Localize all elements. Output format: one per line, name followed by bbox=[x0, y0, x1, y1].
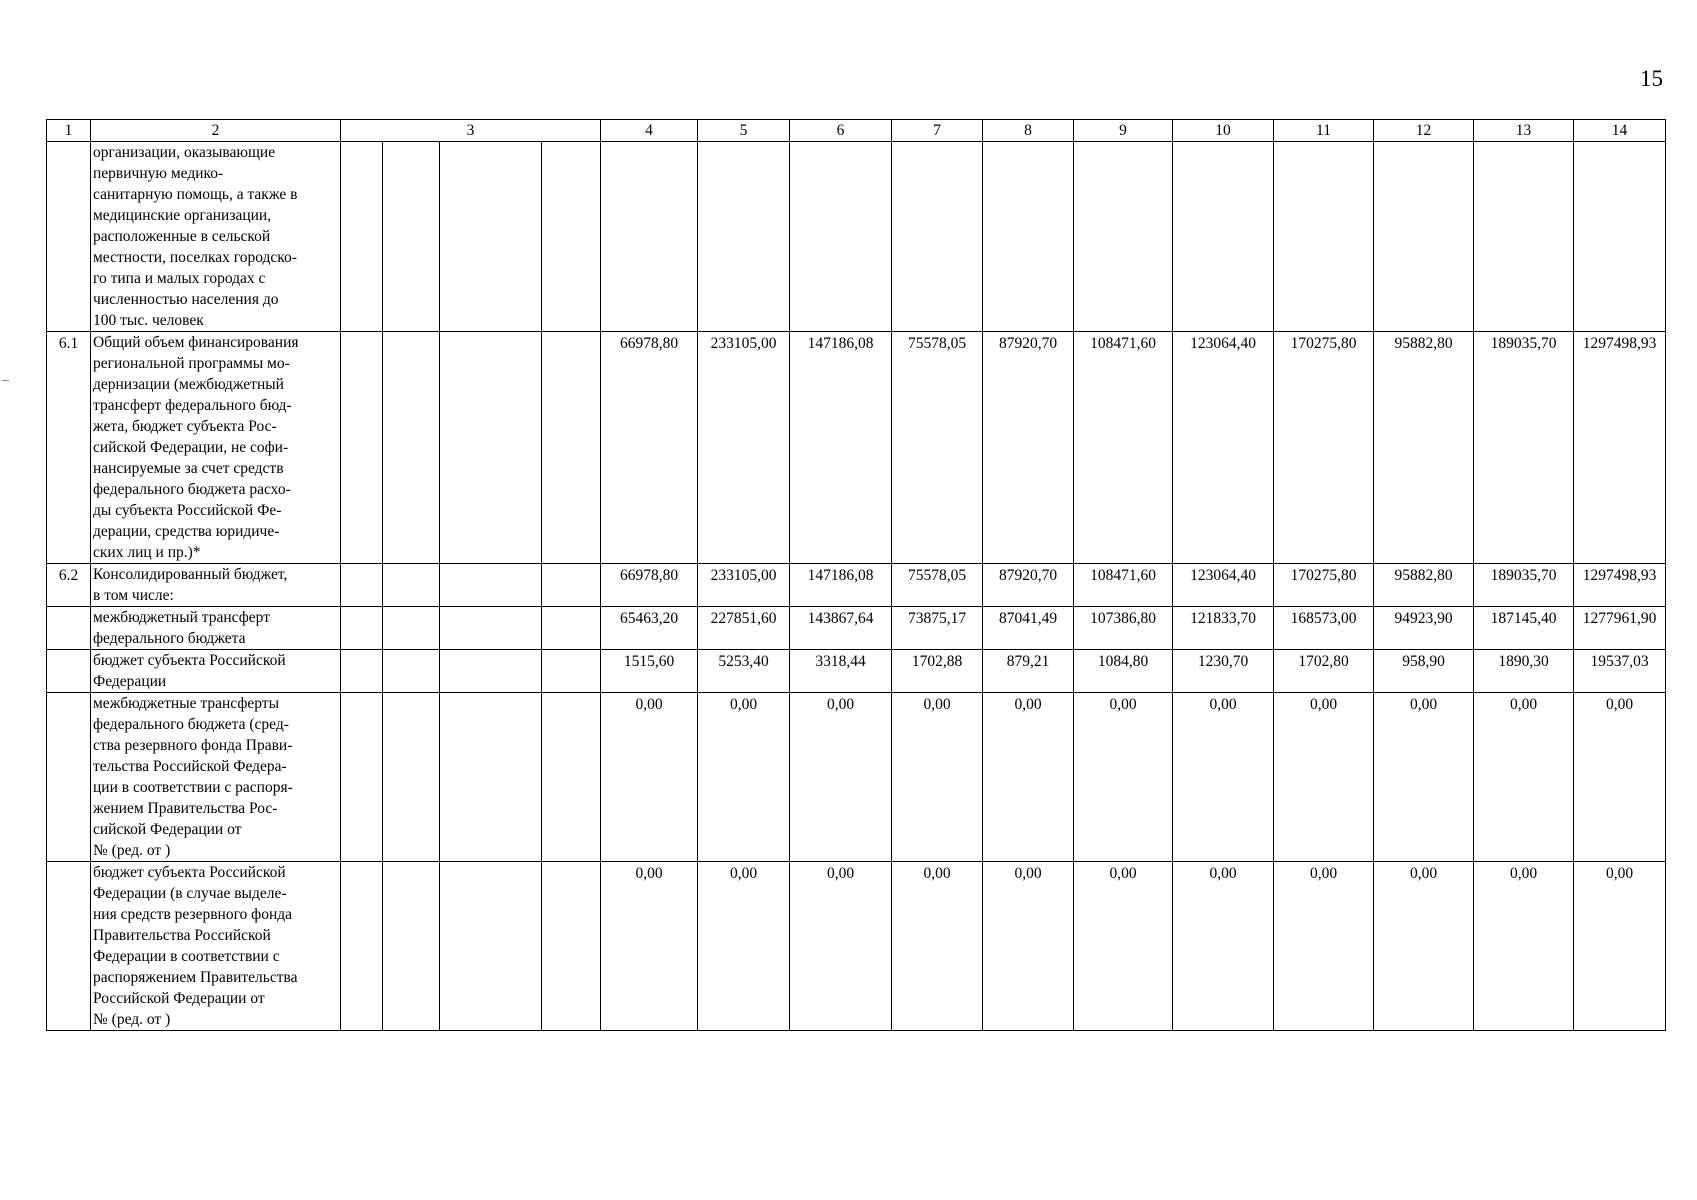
value-cell: 0,00 bbox=[1574, 693, 1666, 862]
row-description: межбюджетные трансферты федерального бюджета (сред- ства резервного фонда Прави- тельства Российской Федера- ции в соответствии с распоря- жением Правительства Рос- сийской Федерации от № (ред. от ) bbox=[91, 693, 341, 862]
row-description: бюджет субъекта Российской Федерации (в случае выделе- ния средств резервного фонда Правительства Российской Федерации в соответствии с распоряжением Правительства Российской Федерации от № (ред. от ) bbox=[91, 862, 341, 1031]
table-row bbox=[47, 564, 1666, 607]
row-number: 6.2 bbox=[47, 564, 91, 607]
empty-cell bbox=[341, 607, 383, 650]
value-cell: 95882,80 bbox=[1374, 332, 1474, 564]
value-cell: 0,00 bbox=[790, 862, 892, 1031]
value-cell: 0,00 bbox=[601, 862, 698, 1031]
value-cell: 0,00 bbox=[601, 693, 698, 862]
value-cell: 0,00 bbox=[1374, 862, 1474, 1031]
empty-cell bbox=[542, 332, 601, 564]
column-number: 4 bbox=[601, 120, 698, 142]
column-number: 12 bbox=[1374, 120, 1474, 142]
column-number: 6 bbox=[790, 120, 892, 142]
page-number: 15 bbox=[1640, 66, 1663, 91]
value-cell bbox=[790, 142, 892, 332]
value-cell: 0,00 bbox=[1574, 862, 1666, 1031]
value-cell: 227851,60 bbox=[698, 607, 790, 650]
value-cell: 189035,70 bbox=[1474, 564, 1574, 607]
empty-cell bbox=[341, 650, 383, 693]
row-description: бюджет субъекта Российской Федерации bbox=[91, 650, 341, 693]
value-cell: 958,90 bbox=[1374, 650, 1474, 693]
value-cell bbox=[1274, 142, 1374, 332]
column-number: 13 bbox=[1474, 120, 1574, 142]
value-cell: 879,21 bbox=[983, 650, 1074, 693]
table-row bbox=[47, 142, 1666, 332]
financing-table bbox=[46, 119, 1666, 1031]
column-number: 9 bbox=[1074, 120, 1173, 142]
value-cell: 0,00 bbox=[983, 862, 1074, 1031]
empty-cell bbox=[383, 693, 440, 862]
value-cell: 233105,00 bbox=[698, 564, 790, 607]
value-cell: 0,00 bbox=[1474, 693, 1574, 862]
value-cell: 0,00 bbox=[1374, 693, 1474, 862]
table-row bbox=[47, 862, 1666, 1031]
value-cell: 0,00 bbox=[1074, 693, 1173, 862]
value-cell bbox=[698, 142, 790, 332]
column-number: 3 bbox=[341, 120, 601, 142]
value-cell: 0,00 bbox=[698, 693, 790, 862]
empty-cell bbox=[383, 862, 440, 1031]
value-cell: 75578,05 bbox=[892, 332, 983, 564]
value-cell: 1702,88 bbox=[892, 650, 983, 693]
value-cell: 87920,70 bbox=[983, 332, 1074, 564]
empty-cell bbox=[440, 142, 542, 332]
value-cell: 0,00 bbox=[1074, 862, 1173, 1031]
column-number: 2 bbox=[91, 120, 341, 142]
value-cell: 1702,80 bbox=[1274, 650, 1374, 693]
empty-cell bbox=[440, 693, 542, 862]
row-description: Консолидированный бюджет, в том числе: bbox=[91, 564, 341, 607]
value-cell: 0,00 bbox=[1274, 693, 1374, 862]
column-number: 5 bbox=[698, 120, 790, 142]
value-cell: 1084,80 bbox=[1074, 650, 1173, 693]
row-number bbox=[47, 650, 91, 693]
table-row bbox=[47, 332, 1666, 564]
value-cell: 1297498,93 bbox=[1574, 332, 1666, 564]
row-number: 6.1 bbox=[47, 332, 91, 564]
empty-cell bbox=[542, 607, 601, 650]
empty-cell bbox=[341, 862, 383, 1031]
column-number: 8 bbox=[983, 120, 1074, 142]
column-number-row bbox=[47, 120, 1666, 142]
value-cell: 94923,90 bbox=[1374, 607, 1474, 650]
value-cell: 170275,80 bbox=[1274, 564, 1374, 607]
row-number bbox=[47, 693, 91, 862]
empty-cell bbox=[341, 564, 383, 607]
value-cell: 0,00 bbox=[698, 862, 790, 1031]
value-cell: 0,00 bbox=[1474, 862, 1574, 1031]
row-description: межбюджетный трансферт федерального бюджета bbox=[91, 607, 341, 650]
value-cell: 147186,08 bbox=[790, 564, 892, 607]
value-cell bbox=[601, 142, 698, 332]
empty-cell bbox=[440, 332, 542, 564]
value-cell: 0,00 bbox=[983, 693, 1074, 862]
table-row bbox=[47, 693, 1666, 862]
value-cell: 65463,20 bbox=[601, 607, 698, 650]
empty-cell bbox=[542, 693, 601, 862]
value-cell: 75578,05 bbox=[892, 564, 983, 607]
value-cell: 0,00 bbox=[1173, 862, 1274, 1031]
value-cell: 19537,03 bbox=[1574, 650, 1666, 693]
value-cell: 107386,80 bbox=[1074, 607, 1173, 650]
value-cell: 233105,00 bbox=[698, 332, 790, 564]
empty-cell bbox=[440, 650, 542, 693]
value-cell bbox=[1574, 142, 1666, 332]
value-cell: 187145,40 bbox=[1474, 607, 1574, 650]
value-cell: 168573,00 bbox=[1274, 607, 1374, 650]
empty-cell bbox=[383, 650, 440, 693]
empty-cell bbox=[383, 607, 440, 650]
row-description: организации, оказывающие первичную медико- санитарную помощь, а также в медицинские организации, расположенные в сельской местности, поселках городско- го типа и малых городах с численностью населения до 100 тыс. человек bbox=[91, 142, 341, 332]
value-cell: 1297498,93 bbox=[1574, 564, 1666, 607]
empty-cell bbox=[440, 607, 542, 650]
empty-cell bbox=[341, 332, 383, 564]
value-cell: 73875,17 bbox=[892, 607, 983, 650]
empty-cell bbox=[341, 142, 383, 332]
value-cell: 95882,80 bbox=[1374, 564, 1474, 607]
value-cell: 0,00 bbox=[892, 862, 983, 1031]
margin-mark bbox=[2, 380, 9, 381]
value-cell: 87041,49 bbox=[983, 607, 1074, 650]
empty-cell bbox=[383, 332, 440, 564]
value-cell: 1230,70 bbox=[1173, 650, 1274, 693]
value-cell bbox=[1173, 142, 1274, 332]
empty-cell bbox=[440, 564, 542, 607]
value-cell: 66978,80 bbox=[601, 332, 698, 564]
value-cell bbox=[1474, 142, 1574, 332]
value-cell bbox=[892, 142, 983, 332]
value-cell: 3318,44 bbox=[790, 650, 892, 693]
empty-cell bbox=[542, 862, 601, 1031]
value-cell: 1890,30 bbox=[1474, 650, 1574, 693]
empty-cell bbox=[542, 142, 601, 332]
value-cell: 108471,60 bbox=[1074, 564, 1173, 607]
value-cell: 123064,40 bbox=[1173, 332, 1274, 564]
value-cell: 1515,60 bbox=[601, 650, 698, 693]
empty-cell bbox=[542, 650, 601, 693]
empty-cell bbox=[542, 564, 601, 607]
empty-cell bbox=[440, 862, 542, 1031]
value-cell: 87920,70 bbox=[983, 564, 1074, 607]
value-cell: 121833,70 bbox=[1173, 607, 1274, 650]
empty-cell bbox=[383, 564, 440, 607]
column-number: 11 bbox=[1274, 120, 1374, 142]
value-cell: 143867,64 bbox=[790, 607, 892, 650]
table-row bbox=[47, 650, 1666, 693]
value-cell: 66978,80 bbox=[601, 564, 698, 607]
value-cell: 0,00 bbox=[1274, 862, 1374, 1031]
empty-cell bbox=[341, 693, 383, 862]
empty-cell bbox=[383, 142, 440, 332]
value-cell: 170275,80 bbox=[1274, 332, 1374, 564]
value-cell: 189035,70 bbox=[1474, 332, 1574, 564]
row-description: Общий объем финансирования региональной программы мо- дернизации (межбюджетный трансферт федерального бюд- жета, бюджет субъекта Рос- сийской Федерации, не софи- нансируемые за счет средств федерального бюджета расхо- ды субъекта Российской Фе- дерации, средства юридиче- ских лиц и пр.)* bbox=[91, 332, 341, 564]
column-number: 1 bbox=[47, 120, 91, 142]
value-cell bbox=[1374, 142, 1474, 332]
table-row bbox=[47, 607, 1666, 650]
value-cell: 108471,60 bbox=[1074, 332, 1173, 564]
value-cell: 147186,08 bbox=[790, 332, 892, 564]
value-cell: 0,00 bbox=[790, 693, 892, 862]
column-number: 10 bbox=[1173, 120, 1274, 142]
value-cell: 5253,40 bbox=[698, 650, 790, 693]
column-number: 7 bbox=[892, 120, 983, 142]
value-cell: 0,00 bbox=[892, 693, 983, 862]
value-cell: 0,00 bbox=[1173, 693, 1274, 862]
row-number bbox=[47, 607, 91, 650]
value-cell bbox=[1074, 142, 1173, 332]
column-number: 14 bbox=[1574, 120, 1666, 142]
row-number bbox=[47, 862, 91, 1031]
value-cell: 123064,40 bbox=[1173, 564, 1274, 607]
value-cell: 1277961,90 bbox=[1574, 607, 1666, 650]
value-cell bbox=[983, 142, 1074, 332]
row-number bbox=[47, 142, 91, 332]
